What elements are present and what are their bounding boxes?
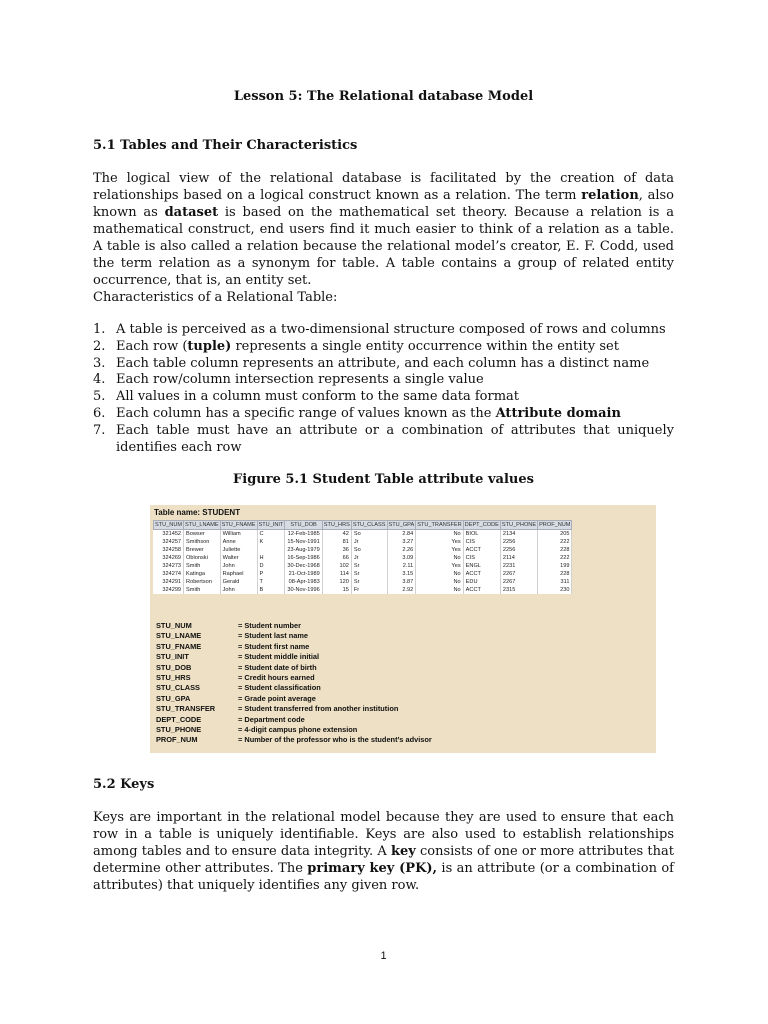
table-cell: 2.92 bbox=[387, 586, 416, 594]
table-cell: Raphael bbox=[220, 570, 257, 578]
student-table bbox=[153, 520, 572, 594]
table-cell: 228 bbox=[538, 570, 572, 578]
table-cell: Oblonski bbox=[184, 554, 221, 562]
item-text: A table is perceived as a two-dimensional structure composed of rows and columns bbox=[116, 322, 666, 337]
relation-paragraph bbox=[93, 170, 674, 289]
table-cell: ENGL bbox=[463, 562, 500, 570]
table-cell: 228 bbox=[538, 546, 572, 554]
table-cell: H bbox=[257, 554, 285, 562]
table-cell: 36 bbox=[322, 546, 351, 554]
table-cell: 199 bbox=[538, 562, 572, 570]
table-cell: ACCT bbox=[463, 570, 500, 578]
table-cell: 311 bbox=[538, 578, 572, 586]
item-number: 2. bbox=[93, 338, 106, 354]
item-number: 3. bbox=[93, 355, 106, 371]
item-number: 1. bbox=[93, 322, 106, 337]
table-cell: Smith bbox=[184, 586, 221, 594]
definition-attr: STU_TRANSFER bbox=[156, 704, 216, 714]
table-cell: 2.11 bbox=[387, 562, 416, 570]
table-cell: Jr bbox=[351, 554, 387, 562]
table-cell: 230 bbox=[538, 586, 572, 594]
table-cell: 42 bbox=[322, 530, 351, 539]
table-cell: 324299 bbox=[154, 586, 184, 594]
table-cell: 222 bbox=[538, 538, 572, 546]
column-header: STU_DOB bbox=[285, 521, 322, 530]
table-cell: Katinga bbox=[184, 570, 221, 578]
table-cell: 66 bbox=[322, 554, 351, 562]
table-cell: 3.27 bbox=[387, 538, 416, 546]
list-item bbox=[93, 356, 674, 373]
table-cell: So bbox=[351, 530, 387, 539]
definition-desc: = Student classification bbox=[238, 683, 321, 693]
table-cell: 81 bbox=[322, 538, 351, 546]
column-header: STU_FNAME bbox=[221, 522, 256, 528]
definition-desc: = Grade point average bbox=[238, 693, 316, 703]
list-item bbox=[93, 423, 674, 457]
table-cell: 222 bbox=[538, 554, 572, 562]
table-cell: So bbox=[351, 546, 387, 554]
table-cell bbox=[257, 546, 285, 554]
table-cell: Sr bbox=[351, 578, 387, 586]
definition-desc: = Student middle initial bbox=[238, 652, 320, 662]
table-cell: C bbox=[257, 530, 285, 539]
definition-attr: PROF_NUM bbox=[156, 735, 198, 745]
table-cell: 2256 bbox=[500, 546, 537, 554]
table-cell: No bbox=[416, 530, 463, 539]
table-cell: Sr bbox=[351, 570, 387, 578]
term-dataset: dataset bbox=[164, 205, 219, 220]
table-cell: 2231 bbox=[500, 562, 537, 570]
table-cell: Bowser bbox=[184, 530, 221, 539]
term-tuple: tuple) bbox=[187, 338, 232, 354]
table-cell: 2.26 bbox=[387, 546, 416, 554]
table-cell: 30-Dec-1968 bbox=[285, 562, 322, 570]
definition-desc: = Student number bbox=[238, 621, 302, 630]
list-item bbox=[93, 389, 674, 406]
table-cell: 120 bbox=[322, 578, 351, 586]
column-header: STU_LNAME bbox=[185, 522, 219, 528]
definition-attr: STU_GPA bbox=[156, 693, 191, 703]
table-cell: John bbox=[220, 562, 257, 570]
characteristics-list bbox=[93, 322, 674, 456]
definition-attr: DEPT_CODE bbox=[156, 714, 202, 724]
column-header: STU_TRANSFER bbox=[417, 522, 462, 528]
item-text: Each row/column intersection represents a single value bbox=[116, 372, 484, 388]
definition-attr: STU_FNAME bbox=[156, 641, 202, 651]
table-cell: 324273 bbox=[154, 562, 184, 570]
table-cell: Yes bbox=[416, 562, 463, 570]
table-row bbox=[154, 530, 572, 539]
table-cell: 2134 bbox=[500, 530, 537, 539]
table-cell: Fr bbox=[351, 586, 387, 594]
section-heading-5-2: 5.2 Keys bbox=[93, 777, 155, 792]
item-text: Each column has a specific range of values known as the bbox=[116, 405, 496, 421]
table-row bbox=[154, 578, 572, 586]
table-cell: 08-Apr-1983 bbox=[285, 578, 322, 586]
list-item bbox=[93, 406, 674, 423]
table-cell: No bbox=[416, 578, 463, 586]
column-header: STU_INIT bbox=[258, 522, 284, 528]
definition-desc: = Credit hours earned bbox=[238, 672, 315, 682]
page-number: 1 bbox=[380, 950, 387, 962]
table-cell: 2315 bbox=[500, 586, 537, 594]
table-cell: ACCT bbox=[463, 546, 500, 554]
table-cell: John bbox=[220, 586, 257, 594]
table-cell: Brewer bbox=[184, 546, 221, 554]
definition-desc: = Department code bbox=[238, 714, 305, 724]
para-text: consists of one or more attributes that determine other attributes. The bbox=[93, 844, 674, 876]
definition-attr: STU_DOB bbox=[156, 662, 192, 672]
table-cell: No bbox=[416, 570, 463, 578]
table-cell: Jr bbox=[351, 538, 387, 546]
definition-attr: STU_INIT bbox=[156, 652, 189, 662]
table-cell: 2114 bbox=[500, 554, 537, 562]
column-header: STU_PHONE bbox=[501, 522, 537, 528]
table-cell: 324274 bbox=[154, 570, 184, 578]
item-text: Each row ( bbox=[116, 338, 188, 354]
table-cell: Smithson bbox=[184, 538, 221, 546]
item-number: 6. bbox=[93, 405, 106, 421]
table-cell: 205 bbox=[538, 530, 572, 539]
column-header: PROF_NUM bbox=[539, 522, 571, 528]
table-cell: Smith bbox=[184, 562, 221, 570]
table-cell: 324269 bbox=[154, 554, 184, 562]
definition-attr: STU_LNAME bbox=[156, 631, 202, 641]
table-cell: 12-Feb-1985 bbox=[285, 530, 322, 539]
para-text: is an attribute (or a combination of attributes) that uniquely identifies any given row. bbox=[93, 861, 674, 893]
table-cell: 102 bbox=[322, 562, 351, 570]
keys-paragraph bbox=[93, 809, 674, 894]
item-text: represents a single entity occurrence within the entity set bbox=[231, 338, 619, 354]
table-cell: CIS bbox=[463, 554, 500, 562]
table-cell: 3.15 bbox=[387, 570, 416, 578]
table-row bbox=[154, 586, 572, 594]
item-number: 7. bbox=[93, 422, 106, 438]
item-text: Each table must have an attribute or a combination of attributes that uniquely identifies each row bbox=[116, 422, 674, 455]
lesson-title: Lesson 5: The Relational database Model bbox=[233, 89, 534, 104]
table-cell: 2256 bbox=[500, 538, 537, 546]
characteristics-intro: Characteristics of a Relational Table: bbox=[93, 290, 338, 305]
column-header: STU_NUM bbox=[155, 522, 183, 528]
column-header: STU_GPA bbox=[388, 522, 415, 528]
definition-desc: = Student first name bbox=[238, 641, 310, 651]
term-primary-key: primary key (PK), bbox=[307, 861, 438, 876]
list-item bbox=[93, 322, 674, 339]
table-cell: 3.09 bbox=[387, 554, 416, 562]
table-cell: Gerald bbox=[220, 578, 257, 586]
figure-caption: Figure 5.1 Student Table attribute values bbox=[233, 472, 534, 487]
table-row bbox=[154, 570, 572, 578]
table-cell: 324258 bbox=[154, 546, 184, 554]
table-cell: Walter bbox=[220, 554, 257, 562]
definition-attr: STU_HRS bbox=[156, 672, 191, 682]
table-row bbox=[154, 538, 572, 546]
item-number: 5. bbox=[93, 389, 106, 405]
student-table-figure bbox=[150, 505, 656, 753]
definition-desc: = Student last name bbox=[238, 631, 309, 641]
para-text: , also known as bbox=[93, 188, 675, 220]
definition-attr: STU_NUM bbox=[156, 621, 192, 630]
table-cell: 324291 bbox=[154, 578, 184, 586]
table-cell: 16-Sep-1986 bbox=[285, 554, 322, 562]
term-key: key bbox=[390, 844, 416, 859]
definition-attr: STU_PHONE bbox=[156, 724, 202, 734]
term-relation: relation bbox=[581, 188, 639, 203]
para-text: Keys are important in the relational model because they are used to ensure that each row in a table is uniquely identifiable. Keys are also used to establish relationships among tables and to ensure data integrity. A bbox=[93, 810, 674, 859]
table-cell: Robertson bbox=[184, 578, 221, 586]
table-cell: No bbox=[416, 554, 463, 562]
table-cell: T bbox=[257, 578, 285, 586]
figure-table-name: Table name: STUDENT bbox=[154, 508, 241, 517]
table-cell: K bbox=[257, 538, 285, 546]
table-cell: No bbox=[416, 586, 463, 594]
para-text: The logical view of the relational database is facilitated by the creation of data relationships based on a logical construct known as a relation. The term bbox=[93, 171, 674, 203]
definition-desc: = 4-digit campus phone extension bbox=[238, 724, 358, 734]
table-cell: BIOL bbox=[463, 530, 500, 539]
definition-desc: = Number of the professor who is the student’s advisor bbox=[238, 735, 432, 745]
item-text: All values in a column must conform to the same data format bbox=[116, 389, 520, 405]
table-cell: 2267 bbox=[500, 570, 537, 578]
table-cell: D bbox=[257, 562, 285, 570]
table-cell: 114 bbox=[322, 570, 351, 578]
table-cell: B bbox=[257, 586, 285, 594]
table-row bbox=[154, 562, 572, 570]
table-row bbox=[154, 546, 572, 554]
definition-attr: STU_CLASS bbox=[156, 683, 200, 693]
table-cell: Yes bbox=[416, 546, 463, 554]
para-text: is based on the mathematical set theory. Because a relation is a mathematical construct, end users find it much easier to think of a relation as a table. A table is also called a relation because the relational model’s creator, E. F. Codd, used the term relation as a synonym for table. A table contains a group of related entity occurrence, that is, an entity set. bbox=[93, 205, 674, 288]
table-cell: 21-Oct-1989 bbox=[285, 570, 322, 578]
column-header: DEPT_CODE bbox=[464, 522, 499, 528]
table-cell: Anne bbox=[220, 538, 257, 546]
table-row bbox=[154, 554, 572, 562]
section-heading-5-1: 5.1 Tables and Their Characteristics bbox=[93, 138, 358, 153]
item-number: 4. bbox=[93, 372, 106, 388]
definition-desc: = Student date of birth bbox=[238, 662, 317, 672]
table-cell: 3.87 bbox=[387, 578, 416, 586]
table-cell: 321452 bbox=[154, 530, 184, 539]
table-cell: William bbox=[220, 530, 257, 539]
table-cell: 2.84 bbox=[387, 530, 416, 539]
table-cell: ACCT bbox=[463, 586, 500, 594]
term-attribute-domain: Attribute domain bbox=[495, 405, 621, 421]
table-cell: 15-Nov-1991 bbox=[285, 538, 322, 546]
list-item bbox=[93, 372, 674, 389]
table-cell: 324257 bbox=[154, 538, 184, 546]
table-cell: EDU bbox=[463, 578, 500, 586]
definition-desc: = Student transferred from another institution bbox=[238, 704, 399, 714]
table-cell: Yes bbox=[416, 538, 463, 546]
table-cell: P bbox=[257, 570, 285, 578]
table-cell: CIS bbox=[463, 538, 500, 546]
table-cell: 2267 bbox=[500, 578, 537, 586]
list-item bbox=[93, 339, 674, 356]
column-header: STU_HRS bbox=[323, 522, 350, 528]
table-cell: 15 bbox=[322, 586, 351, 594]
table-cell: Juliette bbox=[220, 546, 257, 554]
column-header: STU_CLASS bbox=[352, 522, 386, 528]
table-cell: 30-Nov-1996 bbox=[285, 586, 322, 594]
table-cell: 23-Aug-1979 bbox=[285, 546, 322, 554]
item-text: Each table column represents an attribute, and each column has a distinct name bbox=[116, 355, 650, 371]
table-header-row bbox=[154, 521, 572, 530]
table-cell: Sr bbox=[351, 562, 387, 570]
